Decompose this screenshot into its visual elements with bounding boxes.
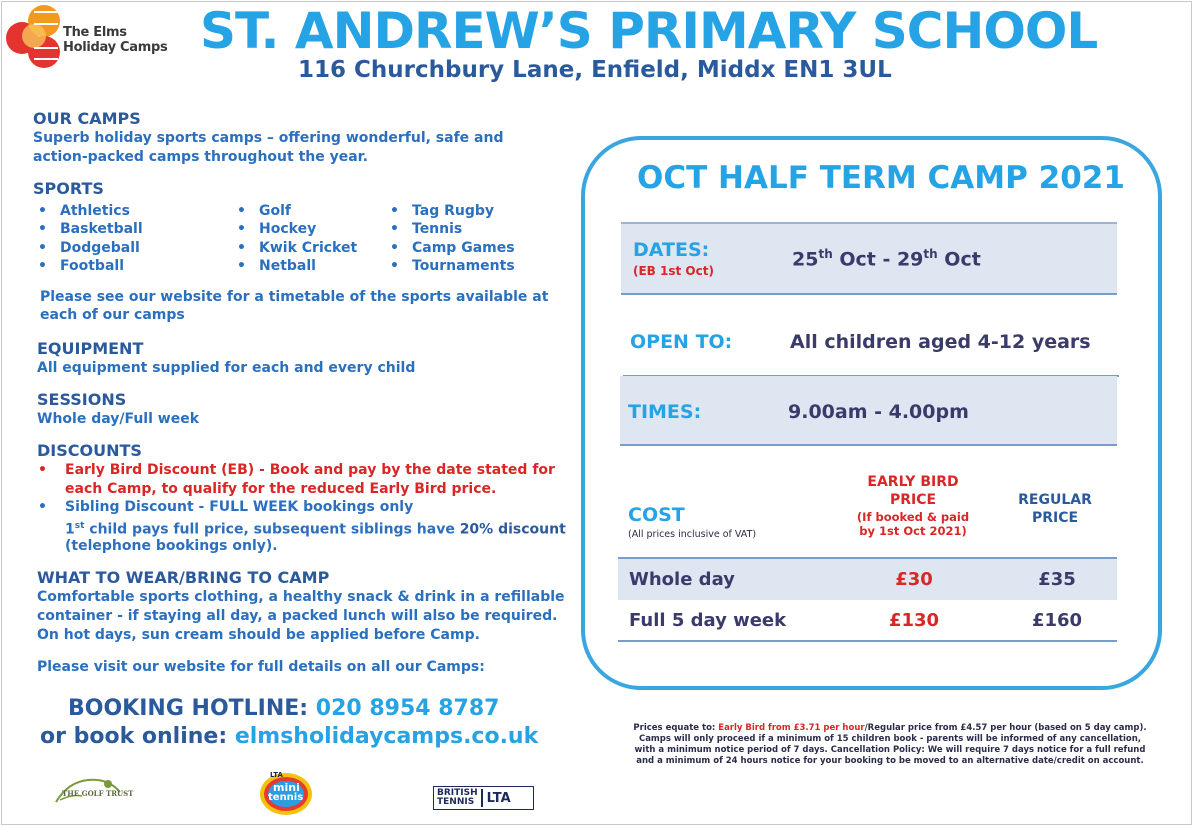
sport-item: • Dodgeball [60, 240, 140, 256]
cost-vat-note: (All prices inclusive of VAT) [628, 529, 757, 540]
price-row-eb: £130 [888, 610, 940, 631]
sibling-text-num: 1 [65, 521, 75, 538]
wear-line-3: On hot days, sun cream should be applied before Camp. [37, 627, 480, 643]
bullet-icon: • [38, 462, 47, 478]
mini-tennis-mini: mini [273, 781, 300, 794]
online-label: or book online: [40, 724, 228, 749]
tennis-text: TENNIS [437, 797, 475, 807]
price-row-label: Whole day [629, 569, 735, 590]
price-row-regular: £160 [1031, 610, 1083, 631]
reg-header-line-1: REGULAR [1018, 492, 1092, 508]
fine-print-prefix: Prices equate to: [633, 723, 719, 733]
our-camps-heading: OUR CAMPS [33, 109, 141, 128]
divider [621, 222, 1117, 224]
wear-line-2: container - if staying all day, a packed lunch will also be required. [37, 608, 558, 624]
divider [620, 444, 1117, 446]
sport-item: • Athletics [60, 203, 130, 219]
camp-title: OCT HALF TERM CAMP 2021 [637, 160, 1125, 196]
fine-print-line-3: with a minimum notice period of 7 days. Cancellation Policy: We will require 7 days notice for a full refund [634, 745, 1146, 755]
early-bird-title: Early Bird Discount (EB) - [65, 462, 270, 478]
eb-header-line-2: PRICE [889, 492, 937, 508]
sport-item: • Kwik Cricket [259, 240, 357, 256]
sibling-text-sup: st [74, 521, 85, 531]
logo-line-2: Holiday Camps [63, 40, 168, 55]
british-tennis-text [434, 789, 483, 807]
dates-end: Oct [937, 248, 981, 271]
sports-heading: SPORTS [33, 179, 104, 198]
mini-tennis-lta: LTA [270, 771, 283, 779]
book-online [40, 724, 538, 749]
sports-note-2: each of our camps [40, 307, 185, 323]
sibling-title: Sibling Discount - [65, 499, 210, 515]
sport-item: • Netball [259, 258, 316, 274]
times-value: 9.00am - 4.00pm [788, 401, 969, 423]
dates-eb-note: (EB 1st Oct) [633, 264, 714, 278]
open-to-label: OPEN TO: [630, 331, 733, 353]
mini-tennis-tennis: tennis [268, 792, 304, 803]
fine-print-line-1 [616, 723, 1164, 734]
sibling-discount-value: 20% discount [459, 521, 566, 538]
sessions-heading: SESSIONS [37, 390, 127, 409]
fine-print-line-2: Camps will only proceed if a minimum of 15 children book - parents will be informed of any cancellation, [638, 734, 1142, 744]
online-url-link[interactable]: elmsholidaycamps.co.uk [234, 724, 539, 749]
dates-sup: th [923, 247, 938, 261]
sport-item: • Basketball [60, 221, 143, 237]
our-camps-line-1: Superb holiday sports camps – offering wonderful, safe and [33, 130, 504, 146]
bullet-icon: • [38, 499, 47, 515]
equipment-heading: EQUIPMENT [37, 339, 144, 358]
divider [618, 640, 1117, 642]
our-camps-line-2: action-packed camps throughout the year. [33, 149, 368, 165]
british-text: BRITISH [437, 788, 478, 798]
fine-print-eb: Early Bird from £3.71 per hour [718, 723, 865, 733]
sports-note-1: Please see our website for a timetable of the sports available at [40, 289, 549, 305]
hotline-number[interactable]: 020 8954 8787 [315, 696, 500, 721]
divider [621, 293, 1117, 295]
dates-value [792, 247, 981, 270]
wear-heading: WHAT TO WEAR/BRING TO CAMP [37, 568, 330, 587]
visit-website-text: Please visit our website for full details on all our Camps: [37, 659, 485, 675]
sibling-text: FULL WEEK bookings only [209, 499, 414, 515]
hotline-label: BOOKING HOTLINE: [68, 696, 309, 721]
dates-sup: th [818, 247, 833, 261]
dates-middle: Oct - 29 [832, 248, 924, 271]
open-to-value: All children aged 4-12 years [790, 331, 1091, 353]
discounts-heading: DISCOUNTS [37, 441, 142, 460]
sport-item: • Tournaments [412, 258, 515, 274]
wear-line-1: Comfortable sports clothing, a healthy snack & drink in a refillable [37, 589, 565, 605]
early-bird-line-1 [65, 461, 555, 480]
times-label: TIMES: [628, 401, 702, 423]
eb-sub-line-1: (If booked & paid [856, 510, 970, 524]
logo-line-1: The Elms [63, 25, 127, 40]
eb-header-line-1: EARLY BIRD [867, 474, 959, 490]
sessions-text: Whole day/Full week [37, 411, 200, 427]
booking-hotline [68, 696, 499, 721]
sibling-text-mid: child pays full price, subsequent siblings have [84, 521, 460, 538]
price-row-regular: £35 [1038, 569, 1076, 590]
fine-print [616, 723, 1164, 767]
fine-print-line-4: and a minimum of 24 hours notice for your booking to be moved to an alternative date/credit on account. [636, 756, 1144, 766]
lta-text: LTA [486, 790, 511, 806]
equipment-text: All equipment supplied for each and every child [37, 360, 416, 376]
sibling-line-1 [65, 498, 413, 517]
eb-price-sub [853, 510, 973, 538]
eb-price-header [853, 473, 973, 509]
cost-label: COST [628, 504, 685, 526]
sport-item: • Hockey [259, 221, 316, 237]
price-row-eb: £30 [895, 569, 933, 590]
school-address: 116 Churchbury Lane, Enfield, Middx EN1 3UL [298, 57, 892, 83]
early-bird-line-2: each Camp, to qualify for the reduced Early Bird price. [65, 481, 497, 497]
price-row-label: Full 5 day week [629, 610, 787, 631]
logo-text [63, 25, 167, 55]
sport-item: • Tennis [412, 221, 462, 237]
sport-item: • Golf [259, 203, 291, 219]
dates-start-day: 25 [792, 248, 819, 271]
regular-price-header [1000, 491, 1110, 527]
fine-print-regular: /Regular price from £4.57 per hour (based on 5 day camp). [864, 723, 1147, 733]
sport-item: • Football [60, 258, 124, 274]
school-title: ST. ANDREW’S PRIMARY SCHOOL [200, 2, 1098, 60]
sport-item: • Camp Games [412, 240, 515, 256]
british-tennis-lta-logo [433, 786, 534, 810]
eb-sub-line-2: by 1st Oct 2021) [859, 524, 967, 538]
early-bird-text: Book and pay by the date stated for [269, 462, 555, 478]
sport-item: • Tag Rugby [412, 203, 494, 219]
dates-label: DATES: [633, 239, 710, 261]
reg-header-line-2: PRICE [1031, 510, 1079, 526]
golf-trust-text: THE GOLF TRUST [62, 789, 134, 798]
sibling-line-3: (telephone bookings only). [65, 538, 278, 554]
